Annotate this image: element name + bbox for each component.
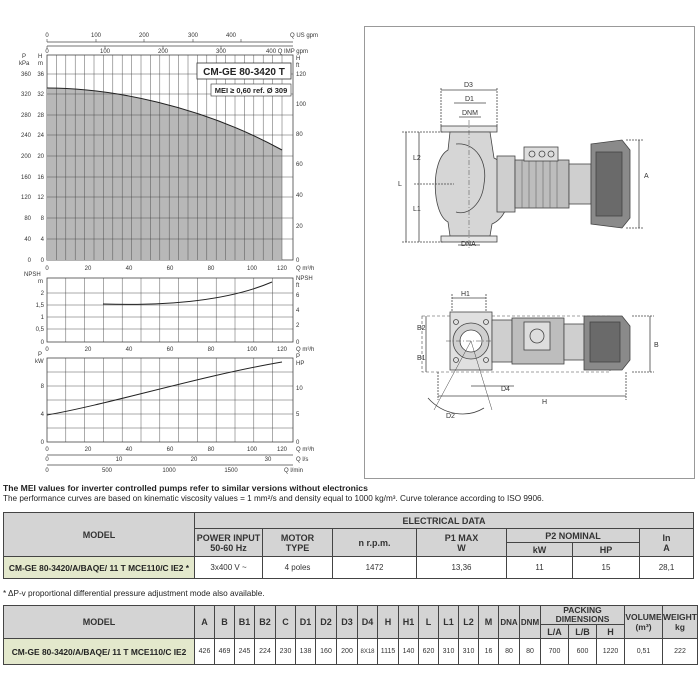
motor-type-header: MOTOR TYPE (263, 529, 333, 557)
top-axis (45, 33, 318, 55)
label-d2: D2 (446, 413, 455, 420)
svg-text:500: 500 (101, 468, 113, 474)
svg-text:P: P (296, 354, 301, 360)
dim-h1-header: H1 (399, 606, 419, 639)
usgpm-tick-200: 200 (138, 33, 150, 39)
dim-c-cell: 230 (276, 639, 296, 665)
dim-packing-h-cell: 1220 (597, 639, 625, 665)
svg-text:6: 6 (296, 293, 300, 299)
head-chart (19, 54, 314, 272)
dim-d3-header: D3 (337, 606, 358, 639)
svg-text:HP: HP (296, 361, 305, 367)
svg-text:16: 16 (37, 175, 44, 181)
svg-text:5: 5 (296, 412, 300, 418)
head-x-ticks (45, 266, 287, 272)
dim-h-cell: 1115 (378, 639, 399, 665)
svg-text:0: 0 (296, 258, 300, 264)
dim-weight-cell: 222 (663, 639, 698, 665)
dim-l-header: L (419, 606, 439, 639)
dim-dna-header: DNA (499, 606, 520, 639)
table-row (4, 557, 694, 579)
svg-text:40: 40 (24, 237, 31, 243)
svg-text:120: 120 (276, 266, 288, 272)
svg-text:Q m³/h: Q m³/h (296, 447, 315, 453)
svg-text:10: 10 (296, 386, 303, 392)
svg-text:Q m³/h: Q m³/h (296, 266, 315, 272)
dim-la-header: L/A (541, 625, 569, 639)
svg-text:0: 0 (45, 447, 49, 453)
svg-text:0: 0 (40, 258, 44, 264)
motor-type-cell: 4 poles (263, 557, 333, 579)
dim-b-header: B (215, 606, 235, 639)
svg-text:20: 20 (190, 457, 198, 463)
svg-text:ft: ft (296, 283, 300, 289)
svg-text:20: 20 (84, 266, 92, 272)
svg-text:40: 40 (125, 447, 133, 453)
head-h-ticks (37, 72, 44, 264)
label-d3: D3 (464, 82, 473, 89)
svg-text:40: 40 (296, 193, 303, 199)
svg-text:160: 160 (20, 175, 31, 181)
dpv-note: * ΔP-v proportional differential pressure adjustment mode also available. (3, 589, 265, 598)
label-h: H (542, 399, 548, 406)
dim-lb-cell: 600 (569, 639, 597, 665)
dim-m-cell: 16 (479, 639, 499, 665)
svg-text:280: 280 (20, 113, 31, 119)
dim-c-header: C (276, 606, 296, 639)
pump-top-view (422, 294, 654, 414)
svg-text:0: 0 (296, 340, 300, 346)
dim-l1-cell: 310 (439, 639, 459, 665)
dim-l2-cell: 310 (459, 639, 479, 665)
p1-max-header: P1 MAX W (417, 529, 507, 557)
label-l: L (398, 181, 402, 188)
dim-d2-header: D2 (316, 606, 337, 639)
dim-dna-cell: 80 (499, 639, 520, 665)
svg-text:20: 20 (296, 224, 303, 230)
svg-text:m: m (38, 61, 43, 67)
svg-text:32: 32 (37, 92, 44, 98)
svg-text:320: 320 (20, 92, 31, 98)
model-label: CM-GE 80-3420 T (203, 67, 285, 78)
impgpm-tick-100: 100 (99, 49, 111, 55)
hp-cell: 15 (573, 557, 640, 579)
svg-text:0,5: 0,5 (35, 327, 44, 333)
svg-text:100: 100 (246, 347, 258, 353)
svg-text:60: 60 (166, 266, 174, 272)
power-input-cell: 3x400 V ~ (195, 557, 263, 579)
kw-cell: 11 (507, 557, 573, 579)
dim-m-header: M (479, 606, 499, 639)
rpm-cell: 1472 (333, 557, 417, 579)
svg-text:0: 0 (45, 347, 49, 353)
svg-text:24: 24 (37, 133, 44, 139)
packing-header: PACKING DIMENSIONS (541, 606, 625, 625)
model-cell: CM-GE 80-3420/A/BAQE/ 11 T MCE110/C IE2 * (4, 557, 195, 579)
svg-text:80: 80 (24, 216, 31, 222)
dim-lb-header: L/B (569, 625, 597, 639)
svg-text:kW: kW (35, 359, 44, 365)
usgpm-tick-300: 300 (187, 33, 199, 39)
svg-text:ft: ft (296, 63, 300, 69)
svg-text:1,5: 1,5 (35, 303, 44, 309)
dim-packing-h-header: H (597, 625, 625, 639)
svg-text:80: 80 (207, 266, 215, 272)
label-d1: D1 (465, 96, 474, 103)
svg-text:80: 80 (207, 447, 215, 453)
svg-text:100: 100 (246, 447, 258, 453)
dim-b2-header: B2 (255, 606, 276, 639)
svg-text:100: 100 (246, 266, 258, 272)
svg-text:H: H (38, 54, 43, 60)
dim-model-cell: CM-GE 80-3420/A/BAQE/ 11 T MCE110/C IE2 (4, 639, 195, 665)
dim-model-header: MODEL (4, 606, 195, 639)
svg-text:0: 0 (45, 468, 49, 474)
svg-text:0: 0 (45, 457, 49, 463)
electrical-data-table (3, 512, 694, 579)
technical-drawing (364, 26, 694, 478)
power-input-header: POWER INPUT 50-60 Hz (195, 529, 263, 557)
svg-text:10: 10 (115, 457, 123, 463)
svg-text:Q m³/h: Q m³/h (296, 347, 315, 353)
svg-text:20: 20 (84, 347, 92, 353)
svg-text:80: 80 (207, 347, 215, 353)
svg-text:P: P (38, 352, 43, 358)
label-b2: B2 (417, 325, 426, 332)
dim-d3-cell: 200 (337, 639, 358, 665)
svg-text:120: 120 (296, 72, 307, 78)
svg-text:kPa: kPa (19, 61, 30, 67)
label-a: A (644, 173, 649, 180)
svg-text:36: 36 (37, 72, 44, 78)
svg-text:40: 40 (125, 266, 133, 272)
p2-nominal-header: P2 NOMINAL (507, 529, 640, 543)
performance-curves (0, 0, 360, 480)
power-chart (35, 352, 314, 474)
rpm-header: n r.p.m. (333, 529, 417, 557)
svg-text:20: 20 (37, 154, 44, 160)
dim-b1-header: B1 (235, 606, 255, 639)
dim-d4-header: D4 (358, 606, 378, 639)
dim-b-cell: 469 (215, 639, 235, 665)
svg-text:4: 4 (40, 237, 44, 243)
svg-text:40: 40 (125, 347, 133, 353)
table-row (4, 639, 698, 665)
label-h1: H1 (461, 291, 470, 298)
weight-header: WEIGHT kg (663, 606, 698, 639)
dim-h-header: H (378, 606, 399, 639)
svg-text:Q l/s: Q l/s (296, 457, 309, 463)
dim-l2-header: L2 (459, 606, 479, 639)
svg-text:28: 28 (37, 113, 44, 119)
svg-text:360: 360 (20, 72, 31, 78)
dim-d4-cell: 8X18 (358, 639, 378, 665)
usgpm-tick-400: 400 (225, 33, 237, 39)
usgpm-tick-0: 0 (45, 33, 49, 39)
svg-text:0: 0 (296, 440, 300, 446)
dim-d2-cell: 160 (316, 639, 337, 665)
svg-text:0: 0 (40, 340, 44, 346)
mei-label: MEI ≥ 0,60 ref. Ø 309 (214, 86, 288, 95)
impgpm-unit: 400 Q IMP gpm (266, 49, 308, 55)
impgpm-tick-200: 200 (157, 49, 169, 55)
svg-text:120: 120 (276, 447, 288, 453)
svg-text:m: m (38, 279, 43, 285)
npsh-chart (24, 272, 314, 353)
svg-text:60: 60 (296, 162, 303, 168)
svg-text:H: H (296, 56, 301, 62)
svg-text:0: 0 (40, 440, 44, 446)
svg-text:1500: 1500 (224, 468, 238, 474)
in-cell: 28,1 (640, 557, 694, 579)
svg-text:200: 200 (20, 154, 31, 160)
dim-l-cell: 620 (419, 639, 439, 665)
pump-side-view (402, 88, 644, 248)
svg-text:Q l/min: Q l/min (284, 468, 304, 474)
svg-text:8: 8 (40, 384, 44, 390)
dim-b2-cell: 224 (255, 639, 276, 665)
svg-text:20: 20 (84, 447, 92, 453)
svg-text:P: P (22, 54, 27, 60)
svg-text:NPSH: NPSH (24, 272, 41, 278)
svg-text:0: 0 (45, 266, 49, 272)
svg-text:2: 2 (296, 323, 300, 329)
p1-max-cell: 13,36 (417, 557, 507, 579)
usgpm-tick-100: 100 (90, 33, 102, 39)
svg-text:60: 60 (166, 347, 174, 353)
usgpm-unit: Q US gpm (289, 33, 319, 39)
svg-text:120: 120 (20, 195, 31, 201)
dim-dnm-cell: 80 (520, 639, 541, 665)
head-ft-ticks (296, 72, 307, 264)
label-l1: L1 (413, 206, 421, 213)
dim-l1-header: L1 (439, 606, 459, 639)
dim-h1-cell: 140 (399, 639, 419, 665)
label-b: B (654, 342, 659, 349)
dim-a-header: A (195, 606, 215, 639)
volume-header: VOLUME (m³) (625, 606, 663, 639)
svg-text:8: 8 (40, 216, 44, 222)
dim-la-cell: 700 (541, 639, 569, 665)
dim-b1-cell: 245 (235, 639, 255, 665)
dim-d1-cell: 138 (296, 639, 316, 665)
dim-a-cell: 426 (195, 639, 215, 665)
kw-header: kW (507, 543, 573, 557)
svg-text:0: 0 (27, 258, 31, 264)
performance-note: The performance curves are based on kinematic viscosity values = 1 mm²/s and density equal to 1000 kg/m³. Curve tolerance according to ISO 9906. (3, 494, 544, 503)
svg-text:30: 30 (264, 457, 272, 463)
impgpm-tick-0: 0 (45, 49, 49, 55)
model-header: MODEL (4, 513, 195, 557)
impgpm-tick-300: 300 (215, 49, 227, 55)
svg-text:80: 80 (296, 132, 303, 138)
mei-note: The MEI values for inverter controlled pumps refer to similar versions without electronics (3, 483, 368, 493)
label-dnm: DNM (462, 110, 478, 117)
label-d4: D4 (501, 386, 510, 393)
electrical-data-header: ELECTRICAL DATA (195, 513, 694, 529)
label-l2: L2 (413, 155, 421, 162)
svg-text:1: 1 (40, 315, 44, 321)
dim-volume-cell: 0,51 (625, 639, 663, 665)
hp-header: HP (573, 543, 640, 557)
svg-text:NPSH: NPSH (296, 276, 313, 282)
svg-text:2: 2 (40, 291, 44, 297)
head-p-ticks (21, 72, 32, 264)
svg-text:100: 100 (296, 102, 307, 108)
dimensions-table (3, 605, 698, 665)
label-b1: B1 (417, 355, 426, 362)
dim-dnm-header: DNM (520, 606, 541, 639)
svg-text:120: 120 (276, 347, 288, 353)
in-header: In A (640, 529, 694, 557)
svg-text:1000: 1000 (162, 468, 176, 474)
svg-text:240: 240 (20, 133, 31, 139)
svg-text:4: 4 (296, 308, 300, 314)
dim-d1-header: D1 (296, 606, 316, 639)
svg-text:60: 60 (166, 447, 174, 453)
svg-text:4: 4 (40, 412, 44, 418)
label-dna: DNA (461, 241, 476, 248)
svg-text:12: 12 (37, 195, 44, 201)
